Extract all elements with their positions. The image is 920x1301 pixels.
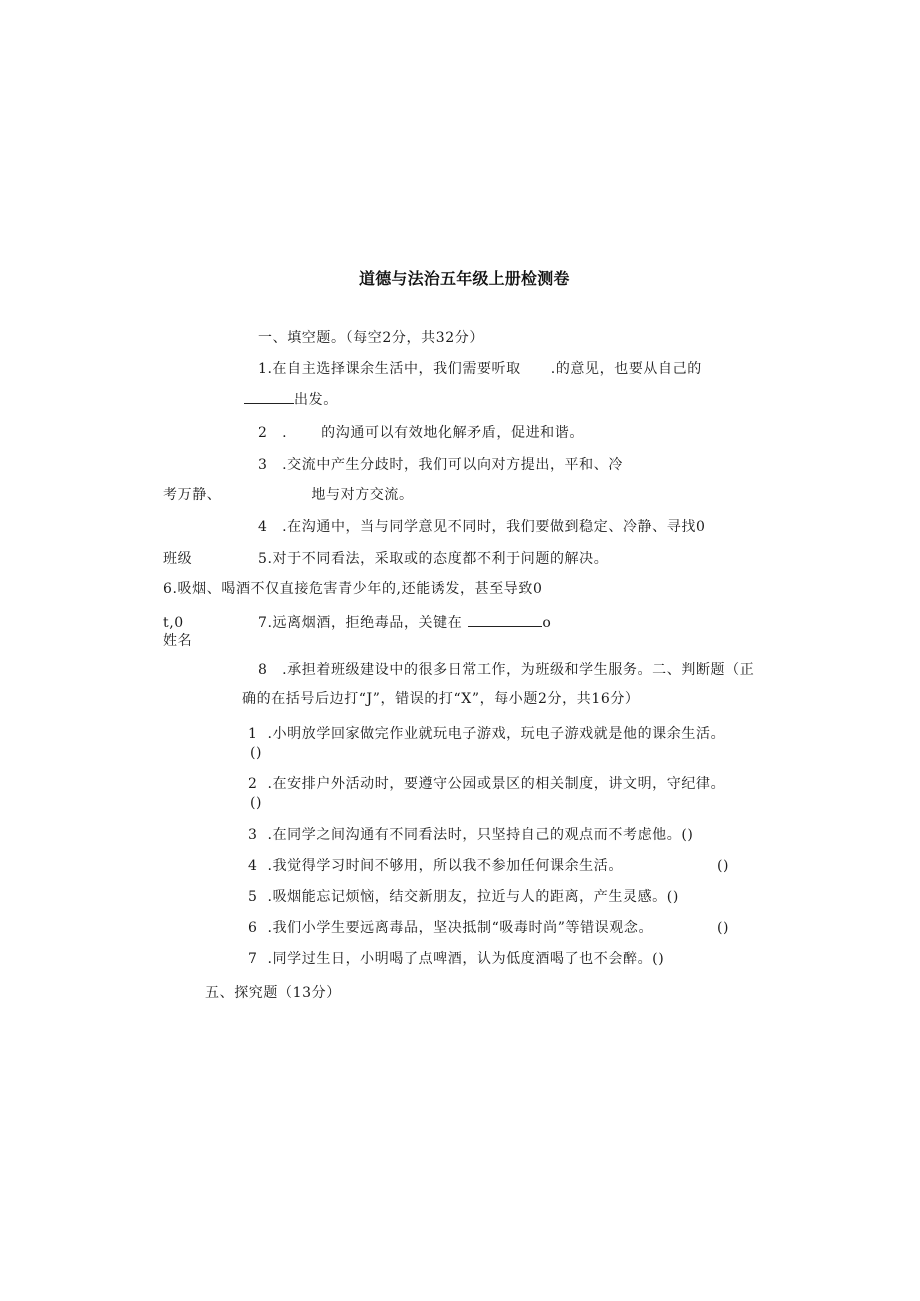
section1-heading: 一、填空题。（每空2分，共32分）: [258, 330, 484, 346]
judge-text: .同学过生日，小明喝了点啤酒，认为低度酒喝了也不会醉。(): [267, 951, 665, 967]
q2-number: 2 .: [258, 425, 288, 441]
judge-text: .我们小学生要远离毒品，坚决抵制“吸毒时尚”等错误观念。: [267, 920, 654, 936]
judge-item-4: [248, 857, 623, 875]
q2-text: 的沟通可以有效地化解矛盾，促进和谐。: [321, 425, 584, 441]
name-label: 姓名: [163, 633, 193, 649]
judge-text: .我觉得学习时间不够用，所以我不参加任何课余生活。: [267, 858, 623, 874]
q1-text-c: 出发。: [294, 392, 338, 408]
question-2: [258, 424, 584, 442]
judge-text: .在同学之间沟通有不同看法时，只坚持自己的观点而不考虑他。(): [267, 827, 694, 843]
judge-item-2: [248, 775, 725, 793]
judge-item-5: [248, 888, 679, 906]
q7-text-b: o: [542, 615, 552, 631]
judge-text: .小明放学回家做完作业就玩电子游戏，玩电子游戏就是他的课余生活。: [267, 726, 726, 742]
question-4: 4 .在沟通中，当与同学意见不同时，我们要做到稳定、冷静、寻找0: [258, 519, 706, 535]
judge-text: .吸烟能忘记烦恼，结交新朋友，拉近与人的距离，产生灵感。(): [267, 889, 679, 905]
question-3-line-2: [163, 486, 414, 504]
judge-number: 1: [248, 726, 258, 742]
judge-answer-paren: (): [717, 858, 730, 874]
judge-item-6: [248, 919, 653, 937]
judge-number: 7: [248, 951, 258, 967]
q1-text-b: .的意见，也要从自己的: [550, 361, 702, 377]
q7-text-a: 7.远离烟酒，拒绝毒品，关键在: [258, 615, 463, 631]
question-1-line-1: [258, 360, 702, 378]
judge-item-7: [248, 950, 664, 968]
judge-text: .在安排户外活动时，要遵守公园或景区的相关制度，讲文明，守纪律。: [267, 776, 726, 792]
judge-item-3: [248, 826, 694, 844]
class-label: 班级: [163, 551, 193, 567]
page-title: 道德与法治五年级上册检测卷: [359, 269, 570, 288]
q7-blank: [468, 614, 542, 627]
judge-number: 2: [248, 776, 258, 792]
question-8-line-1: 8 .承担着班级建设中的很多日常工作，为班级和学生服务。二、判断题（正: [258, 662, 755, 678]
question-3-line-1: 3 .交流中产生分歧时，我们可以向对方提出，平和、冷: [258, 457, 623, 473]
judge-item-1: [248, 725, 725, 743]
question-6: 6.吸烟、喝酒不仅直接危害青少年的,还能诱发，甚至导致0: [163, 581, 543, 597]
q1-text-a: 1.在自主选择课余生活中，我们需要听取: [258, 361, 521, 377]
judge-number: 3: [248, 827, 258, 843]
judge-answer-paren: (): [717, 920, 730, 936]
question-1-line-2: [244, 391, 338, 409]
q3-text-b: 考万静、: [163, 487, 222, 503]
judge-number: 4: [248, 858, 258, 874]
question-5: 5.对于不同看法，采取或的态度都不利于问题的解决。: [258, 551, 609, 567]
section5-heading: 五、探究题（13分）: [205, 985, 341, 1001]
judge-number: 5: [248, 889, 258, 905]
name-prefix-mark: t,0: [163, 615, 184, 631]
q1-blank-2: [244, 391, 294, 404]
q3-text-c: 地与对方交流。: [311, 487, 414, 503]
question-8-line-2: 确的在括号后边打“J”，错误的打“X”，每小题2分，共16分）: [242, 691, 640, 707]
judge-answer-paren: (): [250, 745, 263, 761]
judge-number: 6: [248, 920, 258, 936]
judge-answer-paren: (): [250, 795, 263, 811]
question-7: [258, 614, 551, 632]
